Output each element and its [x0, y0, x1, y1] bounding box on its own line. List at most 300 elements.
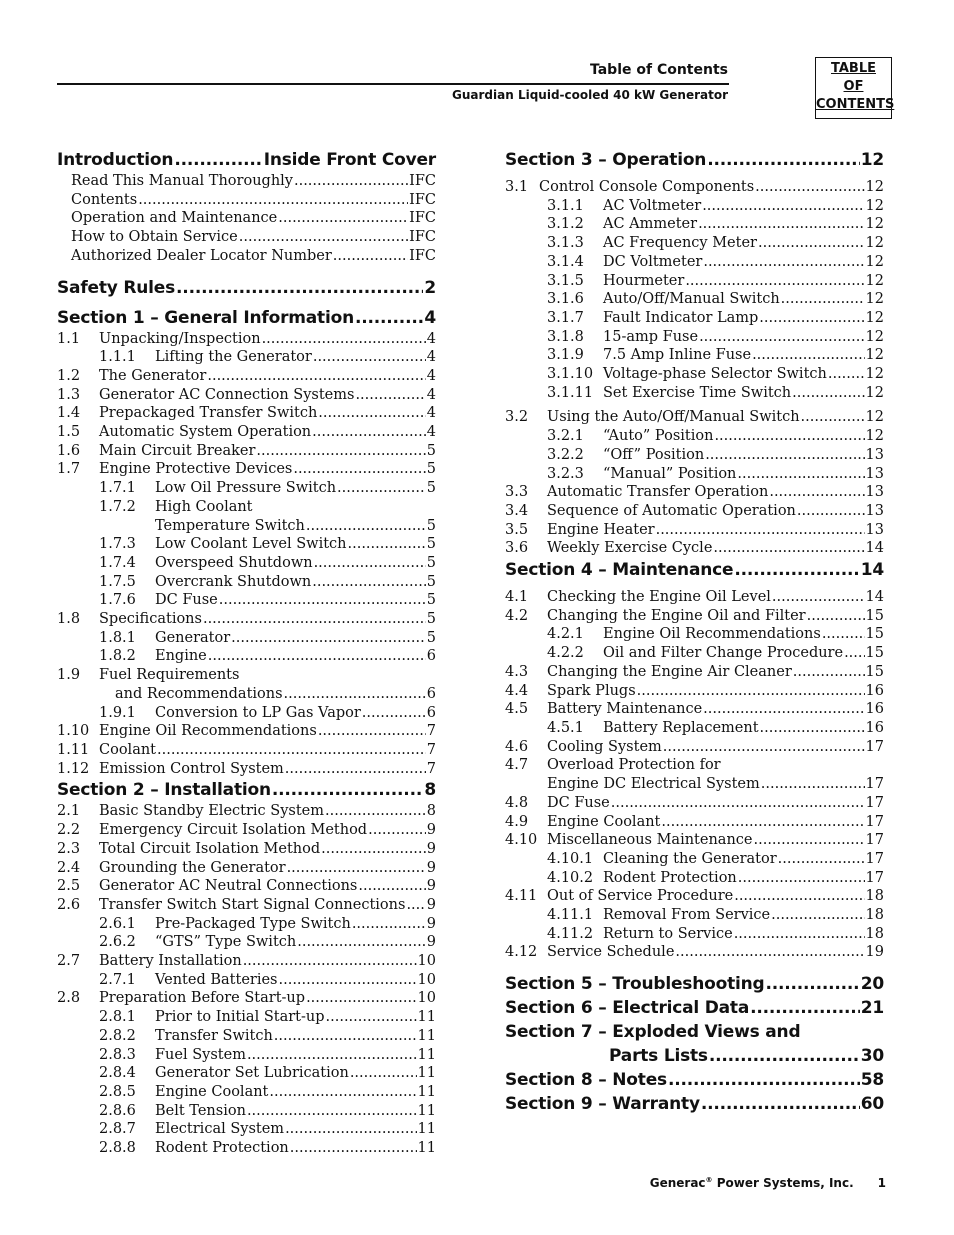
entry-number: 2.8.6: [99, 1102, 136, 1119]
leader-dots: [355, 386, 425, 405]
entry-title: Basic Standby Electric System: [99, 803, 324, 820]
page-number: 11: [417, 1083, 436, 1100]
spacer: [505, 962, 884, 972]
section-title: Section 9 – Warranty: [505, 1094, 700, 1115]
leader-dots: [287, 859, 426, 878]
entry-title: Coolant: [99, 741, 157, 758]
leader-dots: [207, 367, 425, 386]
entry-title: Rodent Protection: [603, 869, 737, 886]
entry-title: Read This Manual Thoroughly: [71, 173, 293, 189]
entry-number: 4.2.2: [547, 645, 584, 662]
entry-title: Miscellaneous Maintenance: [547, 832, 753, 849]
entry-number: 4.7: [505, 757, 529, 774]
entry-title: High Coolant: [155, 498, 253, 515]
page-number: 17: [865, 794, 884, 811]
entry-number: 2.6.1: [99, 915, 136, 932]
entry-number: 3.6: [505, 540, 529, 557]
leader-dots: [761, 775, 865, 794]
toc-entry[interactable]: [57, 367, 436, 386]
entry-number: 1.5: [57, 424, 81, 441]
toc-entry[interactable]: [505, 384, 884, 403]
toc-entry[interactable]: [57, 1083, 436, 1102]
entry-title: Low Coolant Level Switch: [155, 536, 347, 553]
toc-entry[interactable]: [57, 915, 436, 934]
toc-entry[interactable]: [57, 821, 436, 840]
entry-title: Low Oil Pressure Switch: [155, 480, 337, 497]
toc-entry[interactable]: [57, 760, 436, 779]
page-number: 58: [860, 1070, 884, 1091]
entry-number: 2.8: [57, 990, 81, 1007]
page-number: 14: [865, 589, 884, 606]
leader-dots: [350, 1064, 417, 1083]
leader-dots: [368, 821, 426, 840]
leader-dots: [661, 813, 864, 832]
toc-entry[interactable]: [505, 309, 884, 328]
leader-dots: [174, 148, 262, 172]
leader-dots: [256, 442, 425, 461]
page-number: 14: [865, 540, 884, 557]
toc-entry[interactable]: [505, 625, 884, 644]
page-number: 17: [865, 850, 884, 867]
page-number: 14: [860, 560, 884, 581]
leader-dots: [758, 234, 865, 253]
section-title: Section 1 – General Information: [57, 307, 354, 328]
entry-title: Transfer Switch Start Signal Connections: [99, 896, 406, 913]
page-number: 5: [426, 461, 436, 478]
leader-dots: [290, 1139, 417, 1158]
entry-title: Engine Oil Recommendations: [99, 723, 317, 740]
leader-dots: [337, 479, 426, 498]
toc-entry[interactable]: [57, 228, 436, 247]
entry-title: Generator Set Lubrication: [155, 1065, 349, 1082]
toc-entry[interactable]: [57, 802, 436, 821]
toc-entry[interactable]: [57, 859, 436, 878]
toc-entry[interactable]: [57, 348, 436, 367]
leader-dots: [272, 778, 423, 802]
page-number: 9: [426, 896, 436, 913]
toc-entry[interactable]: [57, 989, 436, 1008]
header-title: Table of Contents: [589, 62, 728, 78]
entry-title: Automatic System Operation: [99, 424, 312, 441]
toc-entry[interactable]: [505, 850, 884, 869]
toc-entry[interactable]: [57, 666, 436, 685]
leader-dots: [362, 704, 426, 723]
entry-title: AC Voltmeter: [603, 197, 702, 214]
entry-title: DC Fuse: [547, 794, 610, 811]
page-number: Inside Front Cover: [263, 150, 436, 170]
entry-number: 1.3: [57, 386, 81, 403]
entry-title: Temperature Switch: [155, 517, 305, 534]
toc-entry[interactable]: [505, 700, 884, 719]
leader-dots: [219, 591, 426, 610]
leader-dots: [766, 972, 860, 996]
entry-number: 1.1: [57, 330, 81, 347]
entry-number: 4.12: [505, 944, 538, 961]
toc-entry[interactable]: [505, 719, 884, 738]
page-number: 15: [865, 663, 884, 680]
toc-entry[interactable]: [57, 517, 436, 536]
entry-number: 1.7.4: [99, 554, 136, 571]
leader-dots: [844, 644, 864, 663]
page-number: 5: [426, 480, 436, 497]
section-heading[interactable]: [505, 1092, 884, 1116]
toc-entry[interactable]: [505, 328, 884, 347]
page-number: 30: [860, 1046, 884, 1067]
toc-entry[interactable]: [57, 535, 436, 554]
page-number: 4: [426, 349, 436, 366]
leader-dots: [314, 554, 426, 573]
entry-number: 3.1.7: [547, 309, 584, 326]
entry-title: “GTS” Type Switch: [155, 934, 297, 951]
toc-entry[interactable]: [57, 479, 436, 498]
section-title: Section 5 – Troubleshooting: [505, 974, 765, 995]
leader-dots: [176, 276, 423, 300]
entry-title: “Off” Position: [603, 446, 705, 463]
toc-entry[interactable]: [57, 247, 436, 266]
leader-dots: [406, 896, 425, 915]
toc-left-column: [57, 148, 436, 1158]
section-heading[interactable]: [505, 972, 884, 996]
toc-entry[interactable]: [57, 498, 436, 517]
entry-title: Total Circuit Isolation Method: [99, 840, 321, 857]
entry-number: 1.7: [57, 461, 81, 478]
leader-dots: [759, 309, 864, 328]
toc-entry[interactable]: [57, 877, 436, 896]
toc-right-column: [505, 148, 884, 1116]
entry-number: 3.1.4: [547, 253, 584, 270]
section-title: Section 2 – Installation: [57, 780, 271, 801]
leader-dots: [279, 971, 417, 990]
toc-entry[interactable]: [505, 588, 884, 607]
toc-entry[interactable]: [505, 408, 884, 427]
page-number: 12: [865, 309, 884, 326]
page-number: 12: [865, 409, 884, 426]
page-number: 5: [426, 629, 436, 646]
toc-entry[interactable]: [505, 427, 884, 446]
page-number: 1: [877, 1176, 886, 1190]
entry-title: and Recommendations: [115, 685, 283, 702]
entry-title: Grounding the Generator: [99, 859, 286, 876]
toc-entry[interactable]: [505, 887, 884, 906]
toc-entry[interactable]: [505, 521, 884, 540]
entry-number: 2.8.8: [99, 1140, 136, 1157]
page-number: 12: [865, 428, 884, 445]
toc-entry[interactable]: [505, 906, 884, 925]
page-number: 6: [426, 704, 436, 721]
badge-line: CONTENTS: [816, 97, 895, 112]
page-number: 5: [426, 611, 436, 628]
entry-title: Contents: [71, 191, 138, 208]
leader-dots: [701, 1092, 860, 1116]
entry-number: 3.1.1: [547, 197, 584, 214]
toc-entry[interactable]: [57, 741, 436, 760]
toc-entry[interactable]: [57, 209, 436, 228]
page-number: 5: [426, 536, 436, 553]
toc-entry[interactable]: [505, 794, 884, 813]
toc-entry[interactable]: [505, 738, 884, 757]
toc-entry[interactable]: [57, 442, 436, 461]
entry-title: DC Fuse: [155, 592, 218, 609]
entry-number: 2.8.2: [99, 1027, 136, 1044]
leader-dots: [284, 685, 426, 704]
badge-line: OF: [843, 79, 864, 94]
toc-entry[interactable]: [57, 1008, 436, 1027]
section-title: Section 8 – Notes: [505, 1070, 667, 1091]
entry-title: Emission Control System: [99, 760, 284, 777]
page-number: 12: [865, 235, 884, 252]
leader-dots: [333, 247, 408, 266]
toc-entry[interactable]: [505, 502, 884, 521]
entry-title: DC Voltmeter: [603, 253, 703, 270]
entry-number: 4.11.1: [547, 907, 594, 924]
page-number: 60: [860, 1094, 884, 1115]
leader-dots: [285, 760, 426, 779]
toc-entry[interactable]: [57, 172, 436, 191]
section-heading[interactable]: [505, 1044, 884, 1068]
toc-entry[interactable]: [57, 971, 436, 990]
page-number: 6: [426, 685, 436, 702]
leader-dots: [208, 647, 426, 666]
toc-entry[interactable]: [505, 465, 884, 484]
toc-entry[interactable]: [57, 647, 436, 666]
entry-number: 1.7.5: [99, 573, 136, 590]
page-number: 13: [865, 484, 884, 501]
leader-dots: [306, 989, 416, 1008]
toc-entry[interactable]: [57, 722, 436, 741]
entry-title: Generator AC Connection Systems: [99, 386, 355, 403]
toc-entry[interactable]: [505, 943, 884, 962]
toc-entry[interactable]: [57, 460, 436, 479]
page-number: 12: [865, 216, 884, 233]
leader-dots: [297, 933, 426, 952]
page-number: 18: [865, 925, 884, 942]
page-number: 12: [860, 150, 884, 170]
leader-dots: [707, 148, 860, 172]
toc-entry[interactable]: [57, 933, 436, 952]
entry-number: 2.3: [57, 840, 81, 857]
page-footer: [650, 1176, 886, 1190]
toc-entry[interactable]: [505, 813, 884, 832]
toc-entry[interactable]: [505, 682, 884, 701]
toc-entry[interactable]: [57, 610, 436, 629]
entry-title: The Generator: [99, 367, 207, 384]
leader-dots: [702, 197, 864, 216]
leader-dots: [734, 925, 865, 944]
entry-number: 2.4: [57, 859, 81, 876]
toc-entry[interactable]: [505, 365, 884, 384]
leader-dots: [755, 178, 864, 197]
toc-entry[interactable]: [57, 1046, 436, 1065]
toc-entry[interactable]: [505, 644, 884, 663]
toc-entry[interactable]: [57, 704, 436, 723]
entry-title: Generator AC Neutral Connections: [99, 878, 358, 895]
entry-number: 4.8: [505, 794, 529, 811]
section-heading[interactable]: [505, 1020, 884, 1044]
leader-dots: [269, 1083, 416, 1102]
toc-entry[interactable]: [57, 404, 436, 423]
section-heading[interactable]: [57, 306, 436, 330]
page-number: 16: [865, 682, 884, 699]
toc-entry[interactable]: [505, 272, 884, 291]
toc-entry[interactable]: [57, 1027, 436, 1046]
header-rule: [57, 83, 729, 85]
toc-entry[interactable]: [505, 869, 884, 888]
entry-number: 1.6: [57, 442, 81, 459]
toc-entry[interactable]: [505, 831, 884, 850]
entry-title: Using the Auto/Off/Manual Switch: [547, 409, 800, 426]
toc-entry[interactable]: [505, 925, 884, 944]
entry-number: 1.7.2: [99, 498, 136, 515]
toc-entry[interactable]: [505, 178, 884, 197]
section-title: Section 4 – Maintenance: [505, 560, 734, 581]
leader-dots: [247, 1046, 417, 1065]
entry-title: Engine: [155, 648, 207, 665]
section-heading[interactable]: [57, 276, 436, 300]
entry-number: 1.7.1: [99, 480, 136, 497]
toc-entry[interactable]: [57, 1139, 436, 1158]
toc-entry[interactable]: [57, 685, 436, 704]
entry-title: Pre-Packaged Type Switch: [155, 915, 351, 932]
toc-entry[interactable]: [505, 607, 884, 626]
entry-title: Checking the Engine Oil Level: [547, 589, 771, 606]
page-number: 2: [424, 277, 436, 298]
entry-title: AC Ammeter: [603, 216, 698, 233]
toc-entry[interactable]: [57, 386, 436, 405]
entry-number: 3.1.8: [547, 328, 584, 345]
section-heading[interactable]: [505, 148, 884, 172]
toc-entry[interactable]: [505, 215, 884, 234]
entry-number: 4.4: [505, 682, 529, 699]
section-heading[interactable]: [57, 148, 436, 172]
leader-dots: [750, 996, 860, 1020]
entry-title: 7.5 Amp Inline Fuse: [603, 347, 752, 364]
toc-entry[interactable]: [57, 1102, 436, 1121]
toc-entry[interactable]: [505, 253, 884, 272]
entry-number: 4.11.2: [547, 925, 594, 942]
entry-number: 1.12: [57, 760, 90, 777]
entry-title: Lifting the Generator: [155, 349, 312, 366]
page-number: 4: [424, 307, 436, 328]
leader-dots: [699, 328, 864, 347]
entry-title: Out of Service Procedure: [547, 888, 734, 905]
toc-entry[interactable]: [505, 234, 884, 253]
page-number: 5: [426, 554, 436, 571]
spacer: [57, 266, 436, 276]
entry-title: Fuel System: [155, 1046, 246, 1063]
entry-number: 4.1: [505, 589, 529, 606]
entry-title: Main Circuit Breaker: [99, 442, 256, 459]
page-number: 12: [865, 291, 884, 308]
page-number: 11: [417, 1121, 436, 1138]
page-number: 4: [426, 330, 436, 347]
toc-entry[interactable]: [505, 290, 884, 309]
leader-dots: [318, 722, 426, 741]
toc-entry[interactable]: [57, 1120, 436, 1139]
leader-dots: [352, 915, 426, 934]
section-heading[interactable]: [505, 558, 884, 582]
entry-number: 2.6.2: [99, 934, 136, 951]
toc-entry[interactable]: [505, 756, 884, 775]
entry-number: 4.10.1: [547, 850, 594, 867]
leader-dots: [313, 348, 426, 367]
footer-company-suffix: Power Systems, Inc.: [712, 1176, 854, 1190]
entry-number: 2.2: [57, 822, 81, 839]
toc-entry[interactable]: [57, 1064, 436, 1083]
toc-entry[interactable]: [57, 423, 436, 442]
entry-number: 3.4: [505, 502, 529, 519]
page-number: 18: [865, 907, 884, 924]
toc-entry[interactable]: [505, 775, 884, 794]
leader-dots: [752, 346, 864, 365]
entry-title: Prior to Initial Start-up: [155, 1009, 325, 1026]
page-number: 12: [865, 272, 884, 289]
entry-title: Battery Installation: [99, 953, 242, 970]
page-number: 4: [426, 386, 436, 403]
section-heading[interactable]: [505, 996, 884, 1020]
entry-number: 1.8.1: [99, 629, 136, 646]
toc-entry[interactable]: [505, 197, 884, 216]
page-number: 6: [426, 648, 436, 665]
leader-dots: [243, 952, 417, 971]
toc-entry[interactable]: [57, 330, 436, 349]
entry-title: Set Exercise Time Switch: [603, 384, 792, 401]
entry-number: 2.7: [57, 953, 81, 970]
page-number: 9: [426, 840, 436, 857]
toc-entry[interactable]: [57, 629, 436, 648]
section-heading[interactable]: [57, 778, 436, 802]
section-heading[interactable]: [505, 1068, 884, 1092]
toc-entry[interactable]: [57, 952, 436, 971]
page-number: 19: [865, 944, 884, 961]
page-number: 10: [417, 990, 436, 1007]
leader-dots: [293, 460, 425, 479]
entry-title: Service Schedule: [547, 944, 675, 961]
toc-entry[interactable]: [57, 896, 436, 915]
entry-number: 2.8.5: [99, 1083, 136, 1100]
page-number: 11: [417, 1027, 436, 1044]
page-number: 5: [426, 592, 436, 609]
entry-title: Control Console Components: [539, 179, 755, 195]
page-number: 10: [417, 953, 436, 970]
leader-dots: [285, 1120, 416, 1139]
toc-entry[interactable]: [505, 346, 884, 365]
entry-number: 2.8.3: [99, 1046, 136, 1063]
toc-entry[interactable]: [505, 663, 884, 682]
entry-title: Prepackaged Transfer Switch: [99, 405, 318, 422]
page-number: 4: [426, 405, 436, 422]
toc-entry[interactable]: [505, 446, 884, 465]
entry-number: 3.1.3: [547, 235, 584, 252]
entry-title: “Auto” Position: [603, 428, 714, 445]
entry-title: Unpacking/Inspection: [99, 330, 261, 347]
toc-entry[interactable]: [57, 191, 436, 210]
toc-entry[interactable]: [57, 591, 436, 610]
page-number: 17: [865, 869, 884, 886]
entry-title: Transfer Switch: [155, 1027, 273, 1044]
entry-title: Cleaning the Generator: [603, 850, 777, 867]
toc-entry[interactable]: [505, 483, 884, 502]
leader-dots: [685, 272, 864, 291]
entry-number: 3.5: [505, 521, 529, 538]
toc-entry[interactable]: [57, 573, 436, 592]
entry-number: 2.8.4: [99, 1065, 136, 1082]
toc-entry[interactable]: [505, 539, 884, 558]
page-number: 12: [865, 179, 884, 195]
entry-number: 1.4: [57, 405, 81, 422]
page-number: 11: [417, 1009, 436, 1026]
toc-entry[interactable]: [57, 840, 436, 859]
toc-entry[interactable]: [57, 554, 436, 573]
